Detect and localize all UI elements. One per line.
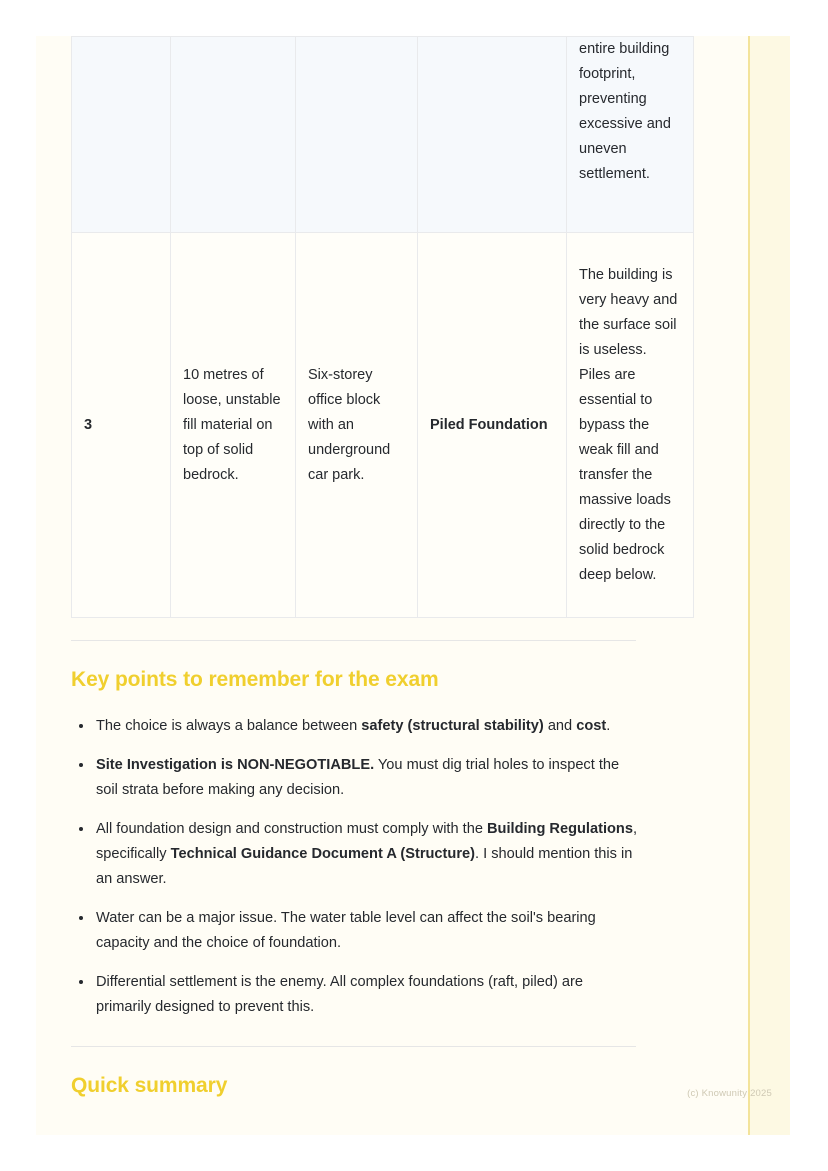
key-point-emphasis: safety (structural stability) bbox=[361, 718, 544, 734]
key-points-list bbox=[71, 714, 641, 1020]
bullet-dot-icon bbox=[79, 827, 83, 831]
key-points-heading: Key points to remember for the exam bbox=[71, 668, 439, 691]
cell-reason: entire building footprint, preventing excessive and uneven settlement. bbox=[567, 37, 694, 233]
key-point-item bbox=[71, 970, 641, 1020]
key-point-text: The choice is always a balance between bbox=[96, 718, 362, 734]
foundation-selection-table bbox=[71, 36, 694, 618]
page-side-band bbox=[748, 36, 790, 1135]
cell-building-type: Six-storey office block with an underground car park. bbox=[296, 233, 418, 618]
footer-credit: (c) Knowunity 2025 bbox=[687, 1088, 772, 1099]
bullet-dot-icon bbox=[79, 980, 83, 984]
cell-soil-conditions: 10 metres of loose, unstable fill material on top of solid bedrock. bbox=[171, 233, 296, 618]
cell-row-number: 3 bbox=[72, 233, 171, 618]
key-point-emphasis: Building Regulations bbox=[487, 821, 633, 837]
page-content-column bbox=[36, 36, 748, 1135]
quick-summary-heading: Quick summary bbox=[71, 1074, 228, 1097]
table-row bbox=[72, 37, 694, 233]
key-point-text: . bbox=[606, 718, 611, 734]
key-point-emphasis: Site Investigation is NON-NEGOTIABLE. bbox=[96, 757, 375, 773]
table-row bbox=[72, 233, 694, 618]
key-point-text: , specifically bbox=[96, 821, 638, 862]
key-point-text: Water can be a major issue. The water table level can affect the soil's bearing capacity and the choice of foundation. bbox=[96, 910, 596, 951]
document-page bbox=[36, 36, 790, 1135]
key-point-text: You must dig trial holes to inspect the soil strata before making any decision. bbox=[96, 757, 620, 798]
bullet-dot-icon bbox=[79, 916, 83, 920]
key-point-text: Differential settlement is the enemy. All complex foundations (raft, piled) are primarily designed to prevent this. bbox=[96, 974, 583, 1015]
key-point-emphasis: Technical Guidance Document A (Structure) bbox=[170, 846, 475, 862]
key-point-item bbox=[71, 906, 641, 956]
cell-foundation-type: Piled Foundation bbox=[418, 233, 567, 618]
key-point-item bbox=[71, 714, 641, 739]
cell-row-number bbox=[72, 37, 171, 233]
key-point-item bbox=[71, 753, 641, 803]
key-point-text: All foundation design and construction must comply with the bbox=[96, 821, 488, 837]
cell-reason: The building is very heavy and the surface soil is useless. Piles are essential to bypass the weak fill and transfer the massive loads directly to the solid bedrock deep below. bbox=[567, 233, 694, 618]
cell-building-type bbox=[296, 37, 418, 233]
cell-foundation-type bbox=[418, 37, 567, 233]
cell-soil-conditions bbox=[171, 37, 296, 233]
bullet-dot-icon bbox=[79, 724, 83, 728]
key-point-emphasis: cost bbox=[576, 718, 607, 734]
key-point-item bbox=[71, 817, 641, 892]
bullet-dot-icon bbox=[79, 763, 83, 767]
key-point-text: . I should mention this in an answer. bbox=[96, 846, 633, 887]
key-point-text: and bbox=[543, 718, 577, 734]
